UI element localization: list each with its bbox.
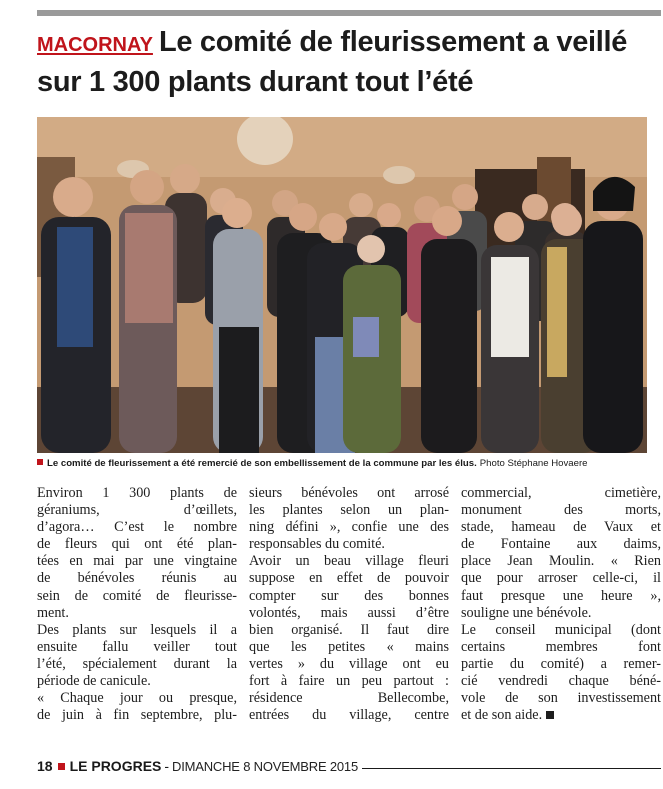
article-body: [37, 485, 661, 747]
body-line: entrées du village, centre: [249, 707, 449, 724]
end-of-article-mark: [546, 711, 554, 719]
body-column-2: [249, 485, 449, 747]
location-kicker: MACORNAY: [37, 34, 153, 56]
body-line: certains membres font: [461, 638, 661, 655]
body-line: de bénévoles réunis au: [37, 570, 237, 587]
body-line: résidence Bellecombe,: [249, 690, 449, 707]
body-line: d’agora… C’est le nombre: [37, 519, 237, 536]
footer-separator: -: [164, 758, 170, 774]
body-line: bien organisé. Il faut dire: [249, 621, 449, 638]
body-line-final: [461, 707, 661, 724]
body-line: commercial, cimetière,: [461, 485, 661, 501]
caption-marker: [37, 459, 43, 465]
body-line: Le conseil municipal (dont: [461, 621, 661, 638]
body-line: responsables du comité.: [249, 536, 385, 553]
body-line: ning défini », confie une des: [249, 519, 449, 536]
body-line: suppose en effet de pouvoir: [249, 570, 449, 587]
final-text: et de son aide.: [461, 707, 543, 724]
caption-text: Le comité de fleurissement a été remercié de son embellissement de la commune par les élus.: [47, 458, 477, 469]
body-line: de fleurs qui ont été plan-: [37, 536, 237, 553]
body-line: volontés, mais aussi d’être: [249, 604, 449, 621]
body-line: de juin à fin septembre, plu-: [37, 707, 237, 724]
body-line: de Fontaine aux daims,: [461, 536, 661, 553]
body-line: que les petites « mains: [249, 638, 449, 655]
body-line: souligne une bénévole.: [461, 604, 592, 621]
body-line: l’été, spécialement durant la: [37, 655, 237, 672]
body-line: compter sur des bonnes: [249, 587, 449, 604]
issue-date: DIMANCHE 8 NOVEMBRE 2015: [172, 758, 358, 774]
body-line: géraniums, d’œillets,: [37, 502, 237, 519]
body-column-3: [461, 485, 661, 747]
newspaper-name: LE PROGRES: [69, 758, 162, 774]
footer-rule: [362, 768, 661, 769]
body-line: vertes » du village ont eu: [249, 655, 449, 672]
body-column-1: [37, 485, 237, 747]
body-line: Des plants sur lesquels il a: [37, 621, 237, 638]
body-line: monument des morts,: [461, 502, 661, 519]
body-line: tées en mai par une vingtaine: [37, 553, 237, 570]
body-line: ment.: [37, 604, 69, 621]
top-rule: [37, 10, 661, 16]
body-line: « Chaque jour ou presque,: [37, 690, 237, 707]
body-line: Environ 1 300 plants de: [37, 485, 237, 501]
page-footer: [37, 756, 661, 776]
article-headline: [37, 24, 661, 101]
photo-credit: Photo Stéphane Hovaere: [479, 458, 588, 469]
body-line: sein de comité de fleurisse-: [37, 587, 237, 604]
body-line: ensuite fallu veiller tout: [37, 638, 237, 655]
body-line: sieurs bénévoles ont arrosé: [249, 485, 449, 501]
body-line: les plantes selon un plan-: [249, 502, 449, 519]
page-number: 18: [37, 758, 53, 774]
photo-caption: [37, 458, 657, 469]
body-line: partie du comité) a remer-: [461, 655, 661, 672]
body-line: stade, hameau de Vaux et: [461, 519, 661, 536]
body-line: vole de son investissement: [461, 690, 661, 707]
body-line: place Jean Moulin. « Rien: [461, 553, 661, 570]
body-line: période de canicule.: [37, 673, 151, 690]
body-line: faut presque une heure »,: [461, 587, 661, 604]
body-line: fort à faire un peu partout :: [249, 673, 449, 690]
body-line: Avoir un beau village fleuri: [249, 553, 449, 570]
group-photo: [37, 117, 647, 453]
body-line: que pour arroser celle-ci, il: [461, 570, 661, 587]
body-line: cié vendredi chaque béné-: [461, 673, 661, 690]
footer-marker: [58, 763, 65, 770]
headline-text: Le comité de fleurissement a veillé sur 1 300 plants durant tout l’été: [37, 26, 628, 98]
